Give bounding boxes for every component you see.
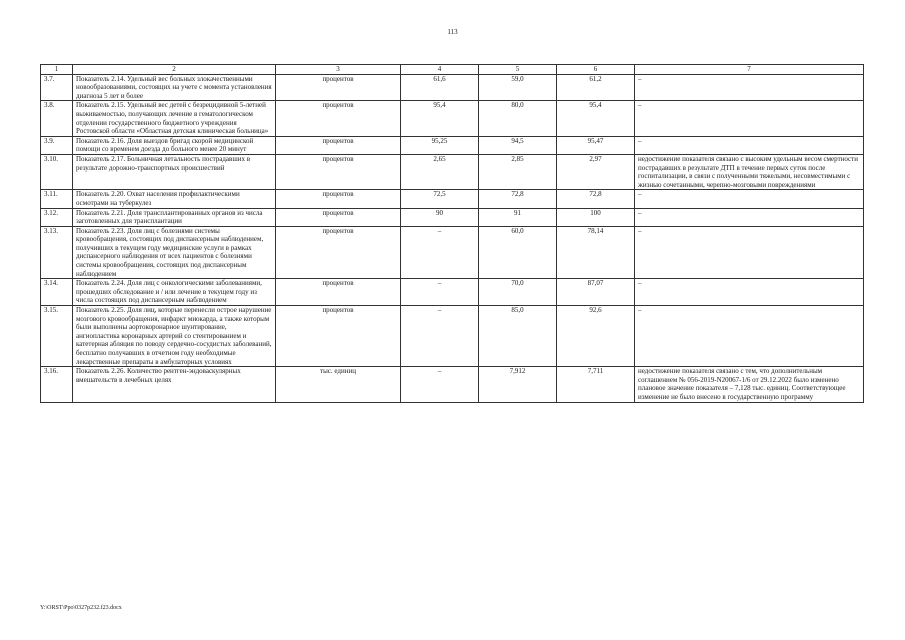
unit-cell: процентов <box>276 226 401 279</box>
explanation-cell: – <box>635 136 864 154</box>
row-number-cell: 3.9. <box>41 136 73 154</box>
table-row <box>41 367 864 402</box>
row-number-cell: 3.12. <box>41 208 73 226</box>
page-number: 113 <box>447 28 458 36</box>
value-col5-cell: 59,0 <box>479 74 557 101</box>
file-path-footer: Y:\ORST\Ppo\0327p232.f23.docx <box>40 605 122 611</box>
value-col5-cell: 94,5 <box>479 136 557 154</box>
value-col6-cell: 100 <box>557 208 635 226</box>
value-col5-cell: 91 <box>479 208 557 226</box>
table-row <box>41 306 864 367</box>
table-row <box>41 154 864 189</box>
value-col4-cell: – <box>401 226 479 279</box>
value-col6-cell: 78,14 <box>557 226 635 279</box>
table-row <box>41 208 864 226</box>
value-col6-cell: 92,6 <box>557 306 635 367</box>
value-col6-cell: 7,711 <box>557 367 635 402</box>
table-header-row <box>41 65 864 75</box>
column-header: 7 <box>635 65 864 75</box>
indicator-name-cell: Показатель 2.21. Доля трансплантированных органов из числа заготовленных для трансплантации <box>73 208 276 226</box>
explanation-cell: – <box>635 279 864 306</box>
value-col4-cell: – <box>401 279 479 306</box>
table-row <box>41 136 864 154</box>
table-row <box>41 74 864 101</box>
column-header: 2 <box>73 65 276 75</box>
unit-cell: процентов <box>276 74 401 101</box>
value-col4-cell: 90 <box>401 208 479 226</box>
value-col5-cell: 2,85 <box>479 154 557 189</box>
table-row <box>41 226 864 279</box>
value-col5-cell: 72,8 <box>479 190 557 208</box>
explanation-cell: недостижение показателя связано с высоким удельным весом смертности пострадавших в результате ДТП в течение первых суток после госпитализации, в связи с полученными тяжелыми, несовместимыми с жизнью сочетанными, черепно-мозговыми повреждениями <box>635 154 864 189</box>
row-number-cell: 3.7. <box>41 74 73 101</box>
explanation-cell: – <box>635 74 864 101</box>
value-col6-cell: 87,07 <box>557 279 635 306</box>
unit-cell: тыс. единиц <box>276 367 401 402</box>
column-header: 1 <box>41 65 73 75</box>
row-number-cell: 3.10. <box>41 154 73 189</box>
row-number-cell: 3.13. <box>41 226 73 279</box>
unit-cell: процентов <box>276 101 401 136</box>
value-col4-cell: 95,25 <box>401 136 479 154</box>
unit-cell: процентов <box>276 279 401 306</box>
value-col6-cell: 95,4 <box>557 101 635 136</box>
unit-cell: процентов <box>276 306 401 367</box>
unit-cell: процентов <box>276 154 401 189</box>
indicator-name-cell: Показатель 2.15. Удельный вес детей с безрецидивной 5-летней выживаемостью, получающих лечение в гематологическом отделении государственного бюджетного учреждения Ростовской области «Областная детская клиническая больница» <box>73 101 276 136</box>
indicator-name-cell: Показатель 2.16. Доля выездов бригад скорой медицинской помощи со временем доезда до больного менее 20 минут <box>73 136 276 154</box>
unit-cell: процентов <box>276 190 401 208</box>
table-row <box>41 279 864 306</box>
indicator-name-cell: Показатель 2.17. Больничная летальность пострадавших в результате дорожно-транспортных происшествий <box>73 154 276 189</box>
explanation-cell: – <box>635 208 864 226</box>
row-number-cell: 3.14. <box>41 279 73 306</box>
value-col4-cell: – <box>401 367 479 402</box>
row-number-cell: 3.15. <box>41 306 73 367</box>
column-header: 4 <box>401 65 479 75</box>
row-number-cell: 3.8. <box>41 101 73 136</box>
table-body <box>41 74 864 402</box>
unit-cell: процентов <box>276 208 401 226</box>
column-header: 6 <box>557 65 635 75</box>
explanation-cell: – <box>635 190 864 208</box>
indicator-name-cell: Показатель 2.14. Удельный вес больных злокачественными новообразованиями, состоящих на учете с момента установления диагноза 5 лет и более <box>73 74 276 101</box>
value-col6-cell: 72,8 <box>557 190 635 208</box>
value-col5-cell: 80,0 <box>479 101 557 136</box>
indicator-name-cell: Показатель 2.20. Охват населения профилактическими осмотрами на туберкулез <box>73 190 276 208</box>
column-header: 5 <box>479 65 557 75</box>
explanation-cell: – <box>635 306 864 367</box>
value-col5-cell: 60,0 <box>479 226 557 279</box>
row-number-cell: 3.11. <box>41 190 73 208</box>
indicator-name-cell: Показатель 2.23. Доля лиц с болезнями системы кровообращения, состоящих под диспансерным наблюдением, получивших в текущем году медицинские услуги в рамках диспансерного наблюдения от всех пациентов с болезнями системы кровообращения, состоящих под диспансерным наблюдением <box>73 226 276 279</box>
indicator-name-cell: Показатель 2.26. Количество рентген-эндоваскулярных вмешательств в лечебных целях <box>73 367 276 402</box>
value-col4-cell: 2,65 <box>401 154 479 189</box>
column-header: 3 <box>276 65 401 75</box>
indicator-name-cell: Показатель 2.25. Доля лиц, которые перенесли острое нарушение мозгового кровообращения, инфаркт миокарда, а также которым были выполнены аортокоронарное шунтирование, ангиопластика коронарных артерий со стентированием и катетерная абляция по поводу сердечно-сосудистых заболеваний, бесплатно получавших в отчетном году необходимые лекарственные препараты в амбулаторных условиях <box>73 306 276 367</box>
indicator-name-cell: Показатель 2.24. Доля лиц с онкологическими заболеваниями, прошедших обследование и / или лечение в текущем году из числа состоящих под диспансерным наблюдением <box>73 279 276 306</box>
indicator-table <box>40 64 864 403</box>
explanation-cell: – <box>635 226 864 279</box>
value-col4-cell: 72,5 <box>401 190 479 208</box>
value-col4-cell: 61,6 <box>401 74 479 101</box>
value-col6-cell: 95,47 <box>557 136 635 154</box>
value-col5-cell: 7,912 <box>479 367 557 402</box>
value-col6-cell: 61,2 <box>557 74 635 101</box>
value-col4-cell: – <box>401 306 479 367</box>
explanation-cell: недостижение показателя связано с тем, что дополнительным соглашением № 056-2019-N20067-1/6 от 29.12.2022 было изменено плановое значение показателя – 7,128 тыс. единиц. Соответствующее изменение не было внесено в государственную программу <box>635 367 864 402</box>
table-row <box>41 190 864 208</box>
table-row <box>41 101 864 136</box>
value-col5-cell: 70,0 <box>479 279 557 306</box>
value-col4-cell: 95,4 <box>401 101 479 136</box>
value-col5-cell: 85,0 <box>479 306 557 367</box>
value-col6-cell: 2,97 <box>557 154 635 189</box>
unit-cell: процентов <box>276 136 401 154</box>
row-number-cell: 3.16. <box>41 367 73 402</box>
explanation-cell: – <box>635 101 864 136</box>
